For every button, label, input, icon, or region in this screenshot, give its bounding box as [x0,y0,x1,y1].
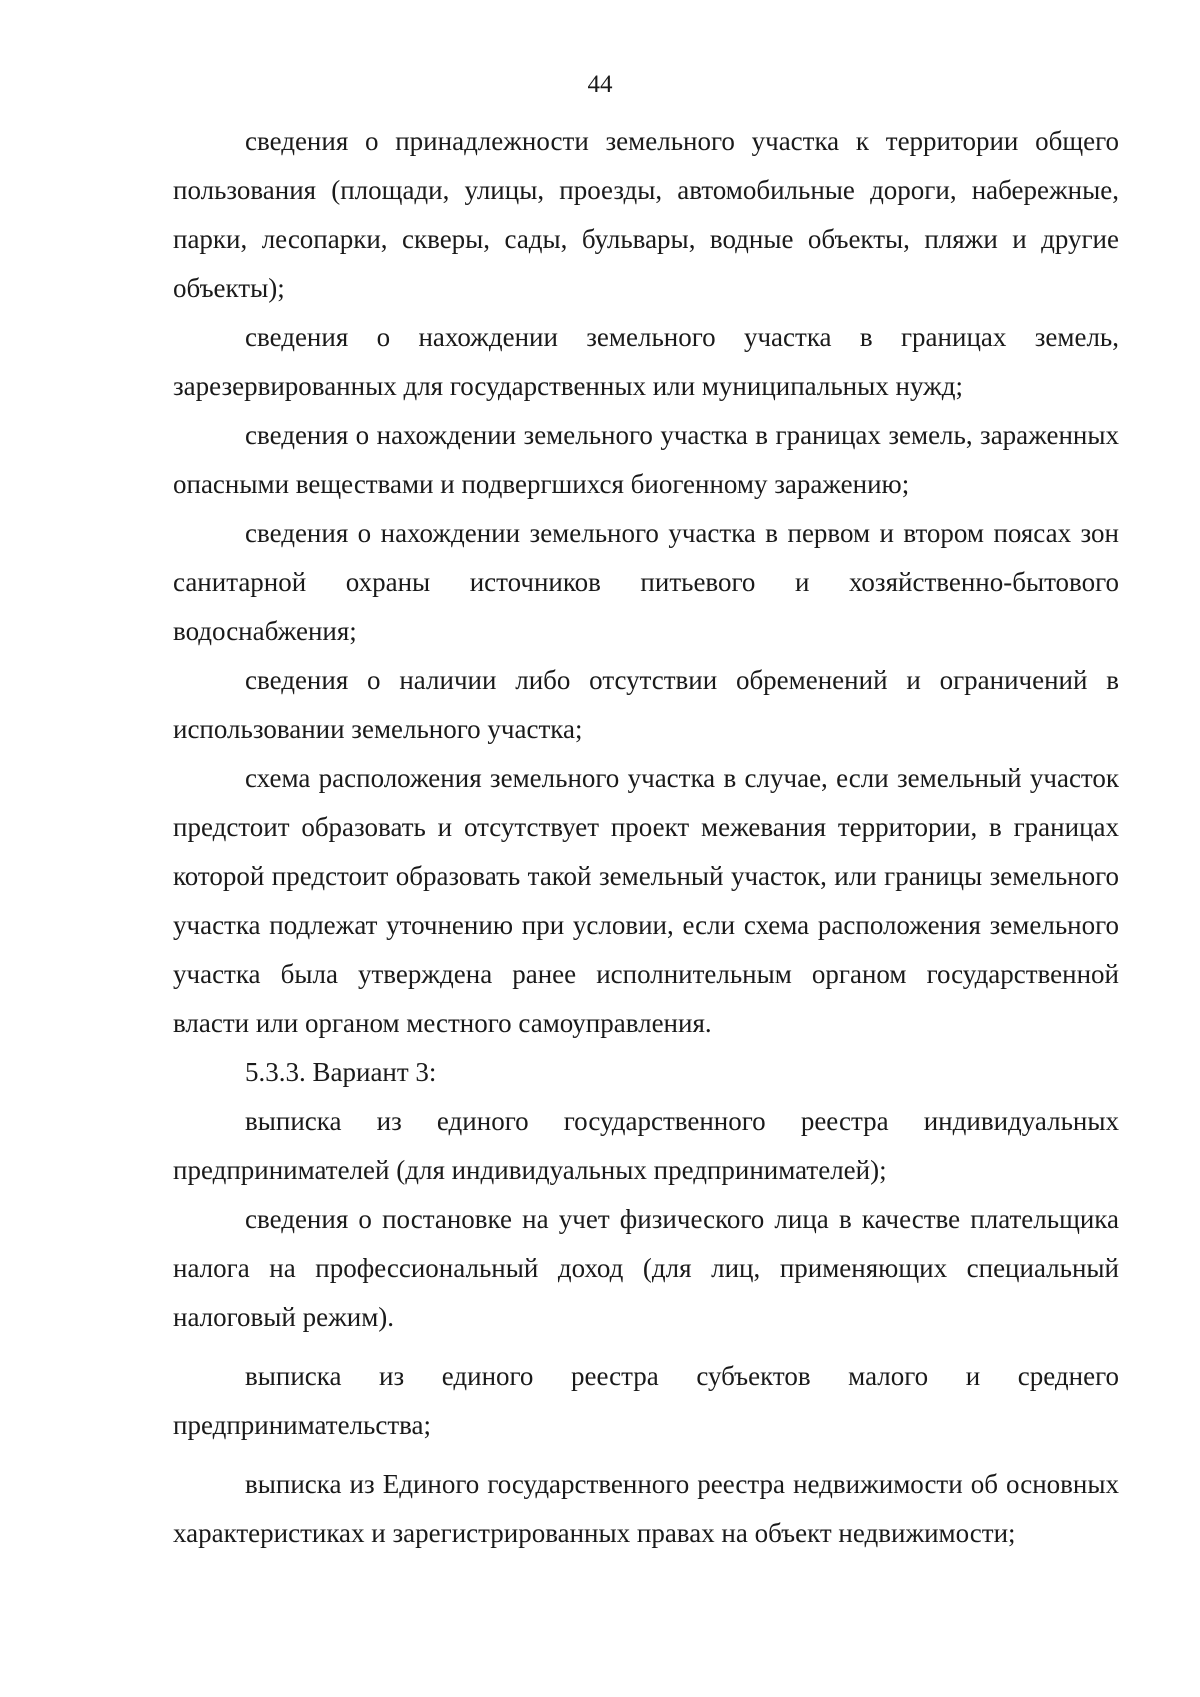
paragraph-encumbrances-info: сведения о наличии либо отсутствии обременений и ограничений в использовании земельного участка; [173,665,1119,744]
page-number: 44 [587,71,613,98]
paragraph-contaminated-lands-info: сведения о нахождении земельного участка в границах земель, зараженных опасными веществами и подвергшихся биогенному заражению; [173,420,1119,499]
paragraph-reserved-lands-info: сведения о нахождении земельного участка в границах земель, зарезервированных для государственных или муниципальных нужд; [173,322,1119,401]
paragraph-tax-registration-info: сведения о постановке на учет физического лица в качестве плательщика налога на профессиональный доход (для лиц, применяющих специальный налоговый режим). [173,1204,1119,1332]
paragraph-egrip-extract: выписка из единого государственного реестра индивидуальных предпринимателей (для индивидуальных предпринимателей); [173,1106,1119,1185]
section-heading-variant-3: 5.3.3. Вариант 3: [245,1057,437,1087]
paragraph-egrn-extract: выписка из Единого государственного реестра недвижимости об основных характеристиках и зарегистрированных правах на объект недвижимости; [173,1469,1119,1548]
paragraph-sanitary-zones-info: сведения о нахождении земельного участка в первом и втором поясах зон санитарной охраны источников питьевого и хозяйственно-бытового водоснабжения; [173,518,1119,646]
document-body [173,117,1119,1558]
paragraph-land-plot-scheme: схема расположения земельного участка в случае, если земельный участок предстоит образовать и отсутствует проект межевания территории, в границах которой предстоит образовать такой земельный участок, или границы земельного участка подлежат уточнению при условии, если схема расположения земельного участка была утверждена ранее исполнительным органом государственной власти или органом местного самоуправления. [173,763,1119,1038]
paragraph-public-use-info: сведения о принадлежности земельного участка к территории общего пользования (площади, улицы, проезды, автомобильные дороги, набережные, парки, лесопарки, скверы, сады, бульвары, водные объекты, пляжи и другие объекты); [173,126,1119,303]
paragraph-sme-registry-extract: выписка из единого реестра субъектов малого и среднего предпринимательства; [173,1361,1119,1440]
